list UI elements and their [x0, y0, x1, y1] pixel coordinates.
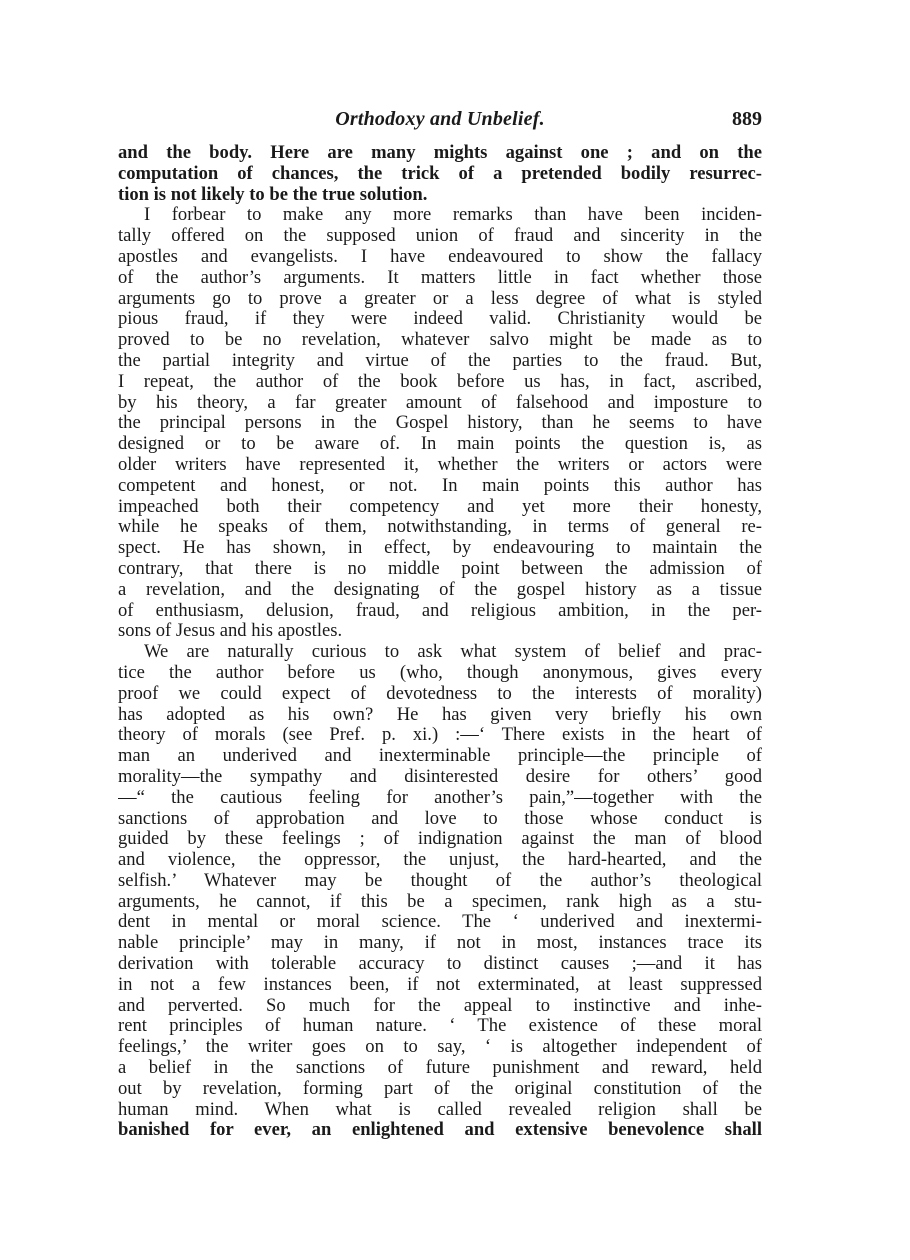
text-line: rent principles of human nature. ‘ The existence of these moral: [118, 1016, 762, 1037]
text-line: apostles and evangelists. I have endeavoured to show the fallacy: [118, 246, 762, 267]
text-line: man an underived and inexterminable principle—the principle of: [118, 746, 762, 767]
text-line: by his theory, a far greater amount of falsehood and imposture to: [118, 392, 762, 413]
text-line: out by revelation, forming part of the original constitution of the: [118, 1078, 762, 1099]
text-line: the partial integrity and virtue of the parties to the fraud. But,: [118, 350, 762, 371]
text-line: and perverted. So much for the appeal to instinctive and inhe-: [118, 995, 762, 1016]
body-text: [118, 143, 762, 1141]
text-line: spect. He has shown, in effect, by endeavouring to maintain the: [118, 538, 762, 559]
text-line: a belief in the sanctions of future punishment and reward, held: [118, 1058, 762, 1079]
text-line: tice the author before us (who, though anonymous, gives every: [118, 662, 762, 683]
text-line: dent in mental or moral science. The ‘ underived and inextermi-: [118, 912, 762, 933]
text-line: and violence, the oppressor, the unjust, the hard-hearted, and the: [118, 850, 762, 871]
text-line: tally offered on the supposed union of fraud and sincerity in the: [118, 226, 762, 247]
text-line: while he speaks of them, notwithstanding, in terms of general re-: [118, 517, 762, 538]
text-line: theory of morals (see Pref. p. xi.) :—‘ There exists in the heart of: [118, 725, 762, 746]
text-line: pious fraud, if they were indeed valid. Christianity would be: [118, 309, 762, 330]
text-line: of enthusiasm, delusion, fraud, and religious ambition, in the per-: [118, 600, 762, 621]
text-line: I forbear to make any more remarks than have been inciden-: [144, 205, 762, 226]
text-line: sons of Jesus and his apostles.: [118, 621, 343, 642]
text-line: a revelation, and the designating of the gospel history as a tissue: [118, 579, 762, 600]
text-line: selfish.’ Whatever may be thought of the author’s theological: [118, 870, 762, 891]
text-line: proved to be no revelation, whatever salvo might be made as to: [118, 330, 762, 351]
text-line: I repeat, the author of the book before us has, in fact, ascribed,: [118, 371, 762, 392]
running-head: [118, 108, 762, 138]
text-line: proof we could expect of devotedness to the interests of morality): [118, 683, 762, 704]
text-line: arguments go to prove a greater or a less degree of what is styled: [118, 288, 762, 309]
text-line: contrary, that there is no middle point between the admission of: [118, 558, 762, 579]
running-title: Orthodoxy and Unbelief.: [335, 108, 545, 130]
text-line: in not a few instances been, if not exterminated, at least suppressed: [118, 974, 762, 995]
text-line: of the author’s arguments. It matters little in fact whether those: [118, 267, 762, 288]
text-line: computation of chances, the trick of a pretended bodily resurrec-: [118, 163, 762, 184]
text-line: morality—the sympathy and disinterested desire for others’ good: [118, 766, 762, 787]
text-line: older writers have represented it, whether the writers or actors were: [118, 454, 762, 475]
text-line: banished for ever, an enlightened and extensive benevolence shall: [118, 1120, 762, 1141]
text-line: and the body. Here are many mights against one ; and on the: [118, 143, 762, 163]
text-line: competent and honest, or not. In main points this author has: [118, 475, 762, 496]
page-number: 889: [732, 108, 762, 130]
text-line: human mind. When what is called revealed religion shall be: [118, 1099, 762, 1120]
text-line: derivation with tolerable accuracy to distinct causes ;—and it has: [118, 954, 762, 975]
text-line: has adopted as his own? He has given very briefly his own: [118, 704, 762, 725]
text-line: —“ the cautious feeling for another’s pain,”—together with the: [118, 787, 762, 808]
text-line: sanctions of approbation and love to those whose conduct is: [118, 808, 762, 829]
text-line: nable principle’ may in many, if not in most, instances trace its: [118, 933, 762, 954]
text-line: feelings,’ the writer goes on to say, ‘ is altogether independent of: [118, 1037, 762, 1058]
text-line: the principal persons in the Gospel history, than he seems to have: [118, 413, 762, 434]
text-line: arguments, he cannot, if this be a specimen, rank high as a stu-: [118, 891, 762, 912]
text-line: impeached both their competency and yet more their honesty,: [118, 496, 762, 517]
text-line: guided by these feelings ; of indignation against the man of blood: [118, 829, 762, 850]
text-line: designed or to be aware of. In main points the question is, as: [118, 434, 762, 455]
text-line: tion is not likely to be the true solution.: [118, 184, 428, 205]
text-line: We are naturally curious to ask what system of belief and prac-: [144, 642, 762, 663]
